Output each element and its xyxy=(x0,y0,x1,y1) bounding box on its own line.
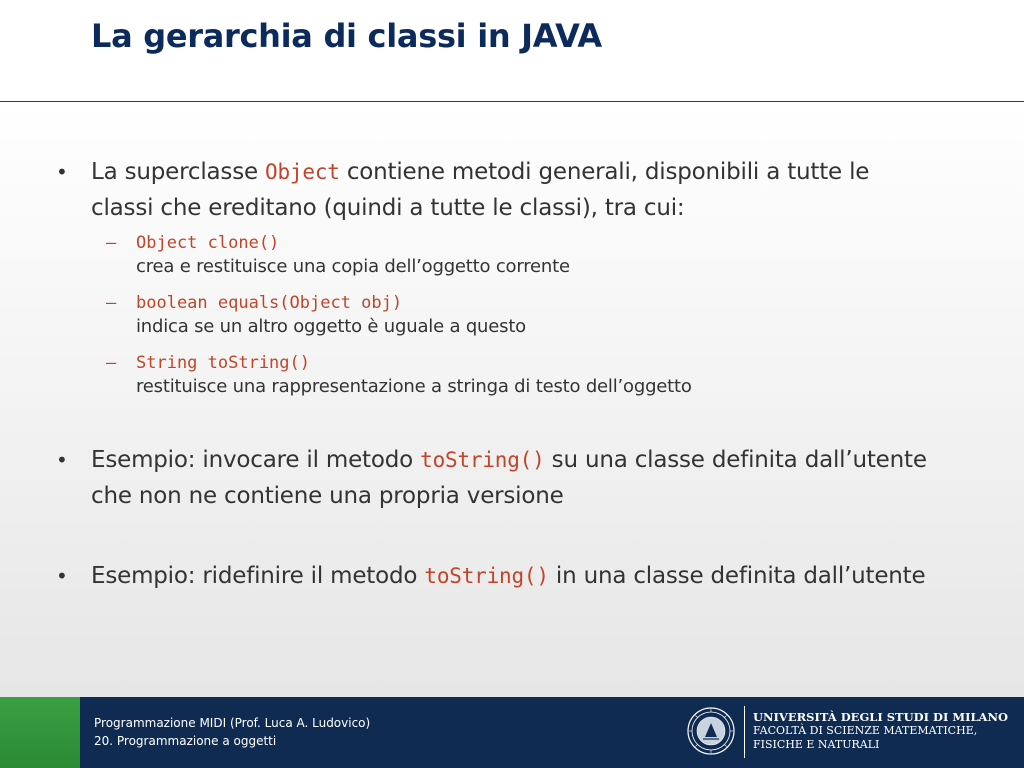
university-block xyxy=(753,710,1008,752)
sub-dash: – xyxy=(106,293,117,313)
inline-code: toString() xyxy=(424,564,549,588)
bullet-text-part: in una classe definita dall’utente xyxy=(548,563,926,589)
course-info xyxy=(94,714,370,750)
bullet-item xyxy=(56,558,936,594)
bullet-text xyxy=(91,442,936,514)
method-description: restituisce una rappresentazione a stringa di testo dell’oggetto xyxy=(136,376,692,397)
bullet-text-part: Esempio: ridefinire il metodo xyxy=(91,563,425,589)
bullet-text xyxy=(91,558,936,594)
bullet-text-part: Esempio: invocare il metodo xyxy=(91,447,421,473)
sub-item xyxy=(106,351,926,399)
slide-footer xyxy=(0,697,1024,768)
bullet-text-part: su una classe definita dall’utente che non ne contiene una propria versione xyxy=(91,447,927,509)
method-description: indica se un altro oggetto è uguale a questo xyxy=(136,316,526,337)
bullet-item xyxy=(56,154,936,226)
university-seal-icon xyxy=(687,707,735,755)
inline-code: Object xyxy=(265,160,340,184)
bullet-symbol: • xyxy=(56,448,68,472)
sub-item xyxy=(106,231,926,279)
footer-divider xyxy=(744,706,745,758)
method-signature: boolean equals(Object obj) xyxy=(136,293,403,313)
faculty-line: FISICHE E NATURALI xyxy=(753,738,880,751)
slide-header xyxy=(0,0,1024,102)
slide-title: La gerarchia di classi in JAVA xyxy=(91,17,602,55)
bullet-text xyxy=(91,154,936,226)
sub-item xyxy=(106,291,926,339)
university-name: UNIVERSITÀ DEGLI STUDI DI MILANO xyxy=(753,710,1008,724)
method-signature: String toString() xyxy=(136,353,310,373)
course-name: Programmazione MIDI (Prof. Luca A. Ludovico) xyxy=(94,716,371,730)
sub-dash: – xyxy=(106,233,117,253)
bullet-item xyxy=(56,442,936,514)
method-description: crea e restituisce una copia dell’oggetto corrente xyxy=(136,256,570,277)
inline-code: toString() xyxy=(420,448,545,472)
lesson-name: 20. Programmazione a oggetti xyxy=(94,734,277,748)
bullet-symbol: • xyxy=(56,160,68,184)
faculty-line: FACOLTÀ DI SCIENZE MATEMATICHE, xyxy=(753,724,978,737)
bullet-text-part: contiene metodi generali, disponibili a tutte le classi che ereditano (quindi a tutte le classi), tra cui: xyxy=(91,159,870,221)
sub-dash: – xyxy=(106,353,117,373)
bullet-text-part: La superclasse xyxy=(91,159,266,185)
method-signature: Object clone() xyxy=(136,233,280,253)
bullet-symbol: • xyxy=(56,564,68,588)
footer-accent-block xyxy=(0,697,80,768)
